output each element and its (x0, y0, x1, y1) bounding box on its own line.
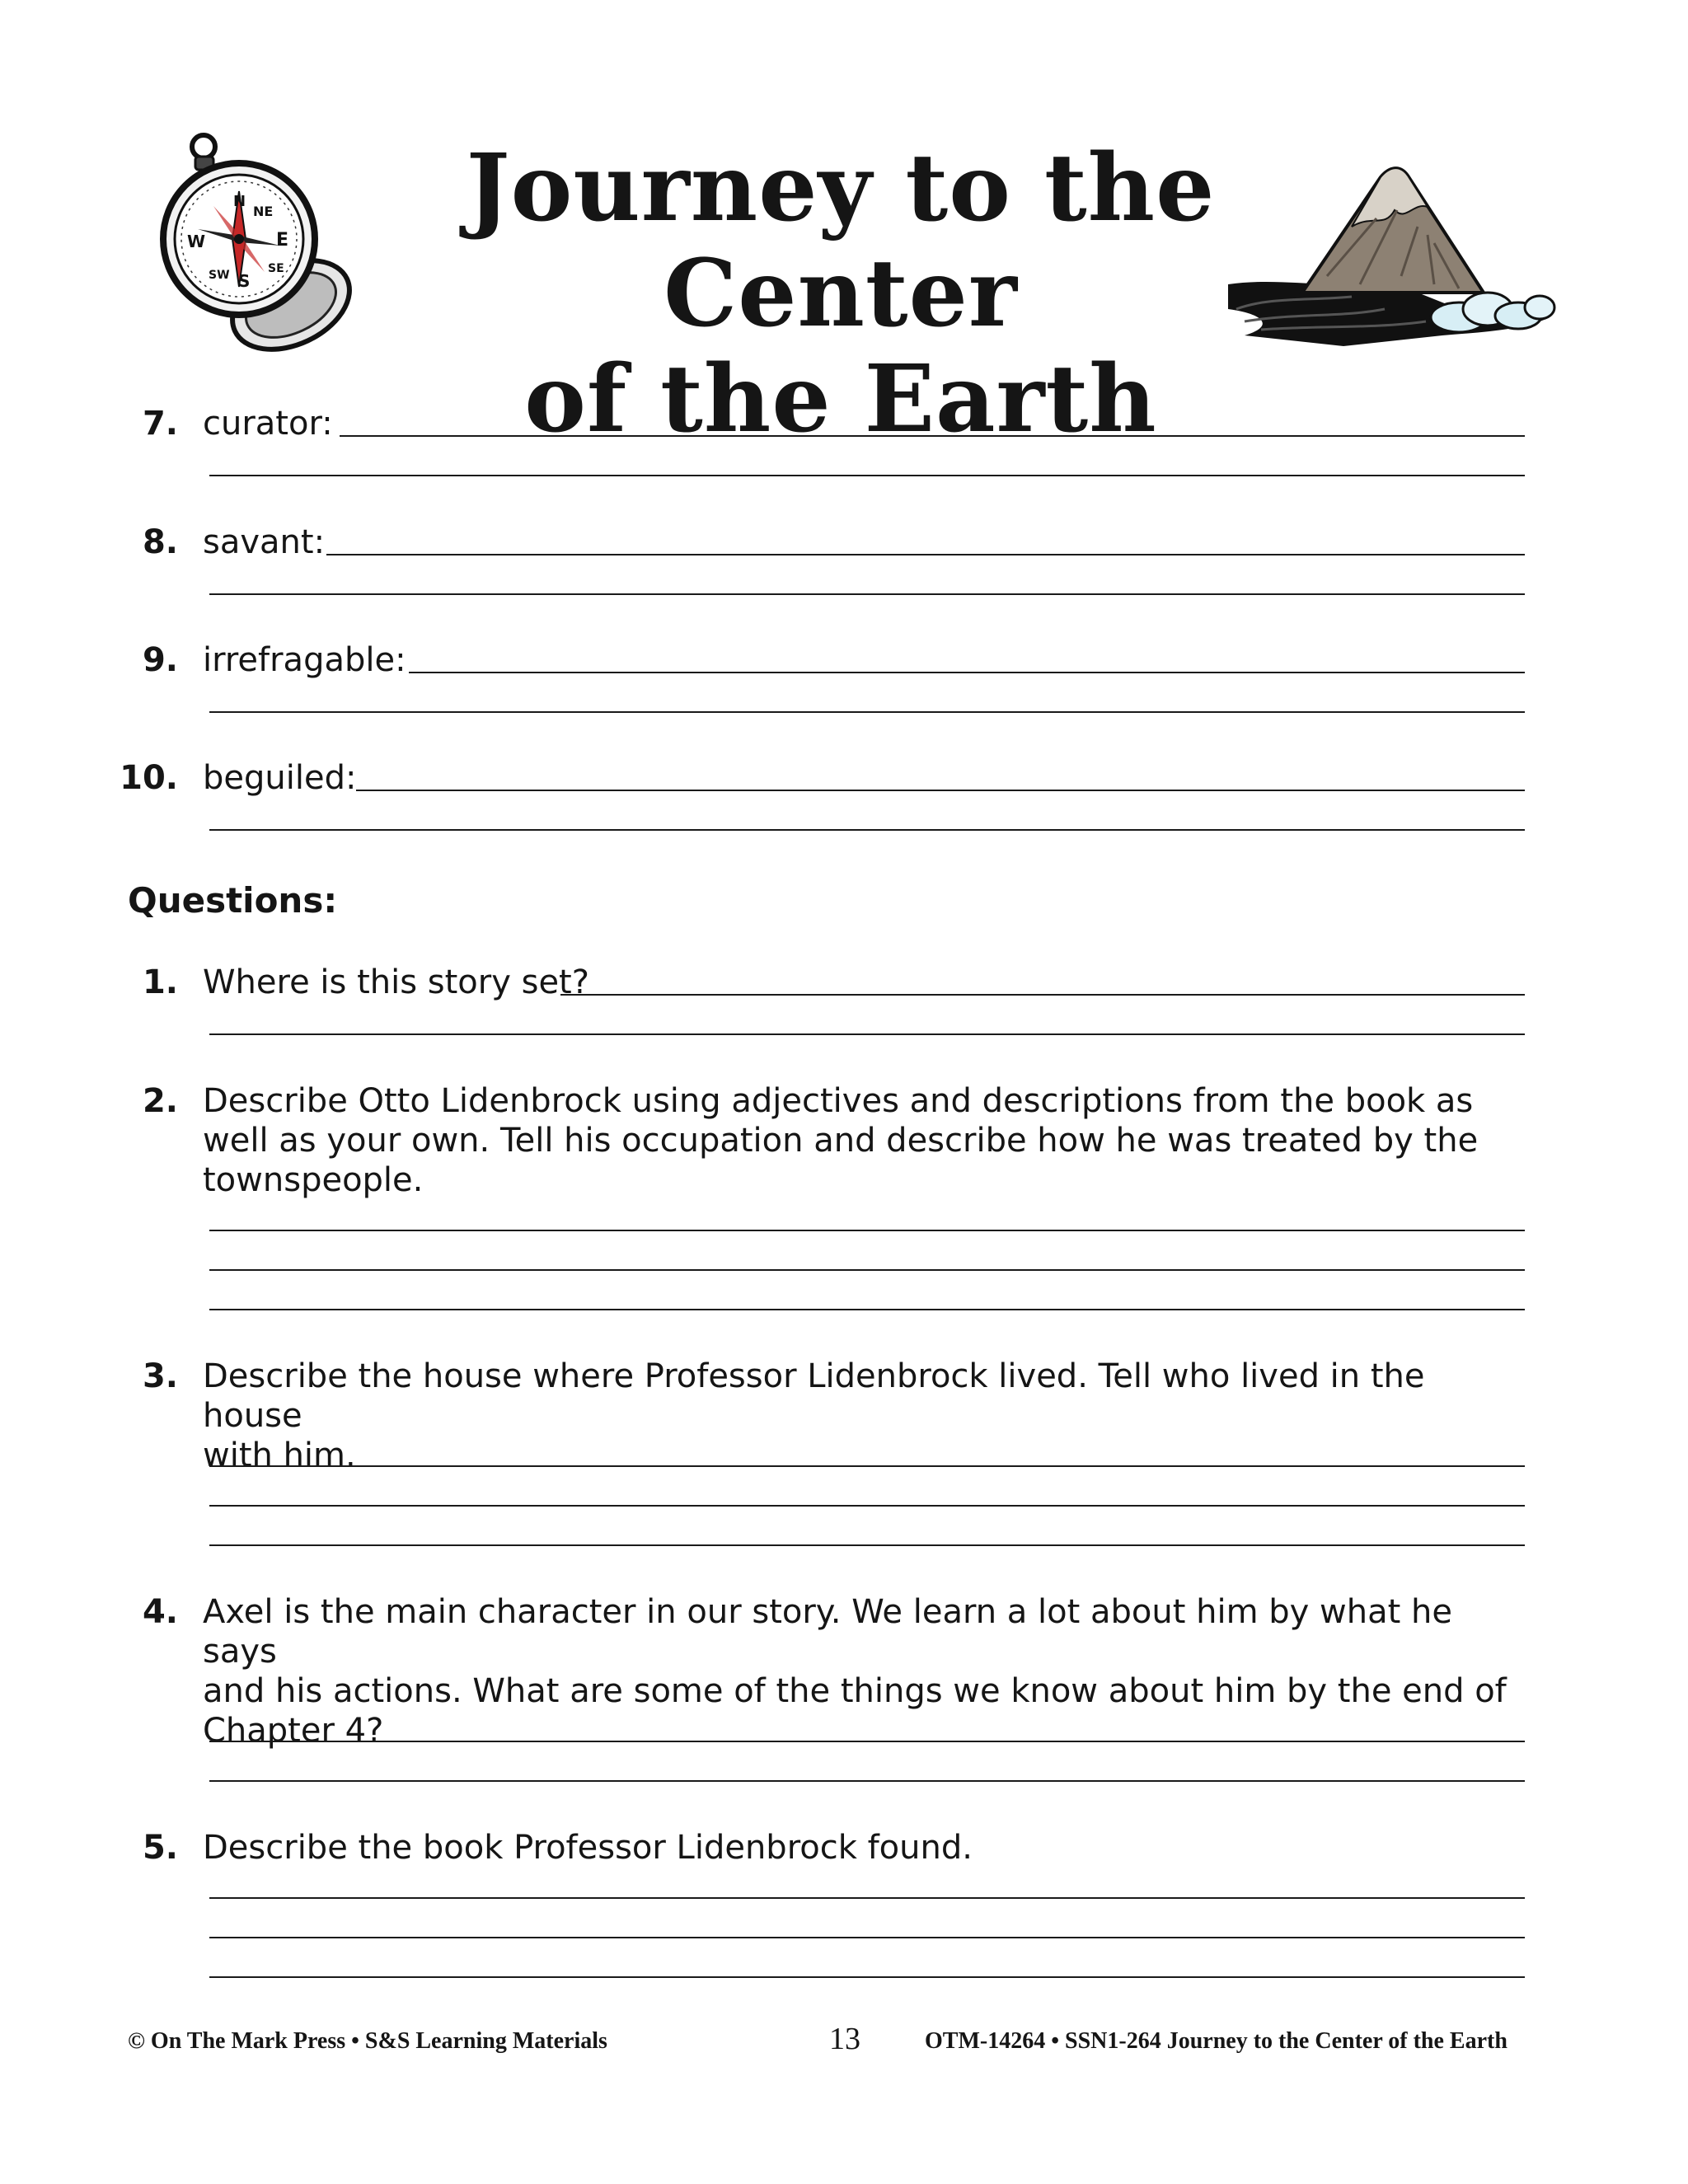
question-line: Chapter 4? (203, 1712, 384, 1750)
mountain-icon (1212, 152, 1558, 354)
question-line: Where is this story set? (203, 963, 589, 1001)
question-text (203, 1357, 1522, 1475)
answer-line[interactable] (209, 1033, 1525, 1035)
title-line-1: Journey to the Center (466, 134, 1216, 348)
vocab-term: irrefragable: (203, 641, 406, 679)
compass-label-ne: NE (253, 204, 274, 219)
answer-line[interactable] (209, 1269, 1525, 1271)
question-number: 3. (142, 1357, 178, 1395)
vocab-term: savant: (203, 523, 326, 561)
compass-label-s: S (238, 271, 251, 291)
question-text (203, 1081, 1522, 1200)
vocab-term: beguiled: (203, 759, 357, 797)
answer-line[interactable] (209, 1544, 1525, 1546)
question-number: 1. (142, 963, 178, 1001)
question-line: well as your own. Tell his occupation and describe how he was treated by the (203, 1122, 1479, 1160)
answer-line[interactable] (209, 1780, 1525, 1782)
answer-line[interactable] (356, 790, 1525, 791)
question-line: Describe the book Professor Lidenbrock found. (203, 1829, 973, 1867)
answer-line[interactable] (560, 994, 1525, 996)
vocab-number: 10. (120, 759, 178, 797)
vocab-number: 7. (142, 405, 178, 443)
answer-line[interactable] (409, 672, 1525, 673)
footer-product-code: OTM-14264 • SSN1-264 Journey to the Center of the Earth (925, 2028, 1507, 2054)
answer-line[interactable] (340, 435, 1525, 437)
answer-line[interactable] (209, 711, 1525, 713)
question-line: Describe Otto Lidenbrock using adjectives and descriptions from the book as (203, 1082, 1474, 1120)
question-line: Describe the house where Professor Lidenbrock lived. Tell who lived in the house (203, 1357, 1425, 1435)
compass-label-se: SE (268, 262, 284, 275)
answer-line[interactable] (209, 1937, 1525, 1938)
answer-line[interactable] (209, 1465, 1525, 1467)
answer-line[interactable] (209, 1230, 1525, 1231)
vocab-number: 8. (142, 523, 178, 561)
answer-line[interactable] (209, 829, 1525, 831)
cloud-icon (1431, 293, 1554, 332)
answer-line[interactable] (209, 1897, 1525, 1899)
answer-line[interactable] (209, 1741, 1525, 1742)
answer-line[interactable] (209, 1976, 1525, 1978)
vocab-number: 9. (142, 641, 178, 679)
compass-label-sw: SW (209, 269, 230, 282)
answer-line[interactable] (209, 475, 1525, 476)
question-number: 2. (142, 1082, 178, 1120)
page-number: 13 (829, 2022, 860, 2056)
answer-line[interactable] (209, 1309, 1525, 1310)
question-line: and his actions. What are some of the things we know about him by the end of (203, 1672, 1507, 1710)
compass-label-n: N (233, 193, 246, 210)
question-line: with him. (203, 1436, 356, 1474)
question-line: townspeople. (203, 1161, 424, 1199)
footer-copyright: © On The Mark Press • S&S Learning Materials (128, 2028, 607, 2054)
vocab-term: curator: (203, 405, 333, 443)
answer-line[interactable] (326, 554, 1525, 555)
answer-line[interactable] (209, 593, 1525, 595)
question-text (203, 1828, 1522, 1868)
questions-heading: Questions: (128, 880, 338, 921)
question-text (203, 1592, 1522, 1750)
question-number: 5. (142, 1829, 178, 1867)
title-line-2: of the Earth (524, 345, 1157, 453)
question-line: Axel is the main character in our story. We learn a lot about him by what he says (203, 1593, 1452, 1671)
compass-label-e: E (276, 230, 289, 251)
question-number: 4. (142, 1593, 178, 1631)
answer-line[interactable] (209, 1505, 1525, 1507)
question-text (203, 963, 1522, 1002)
compass-label-w: W (187, 232, 206, 251)
